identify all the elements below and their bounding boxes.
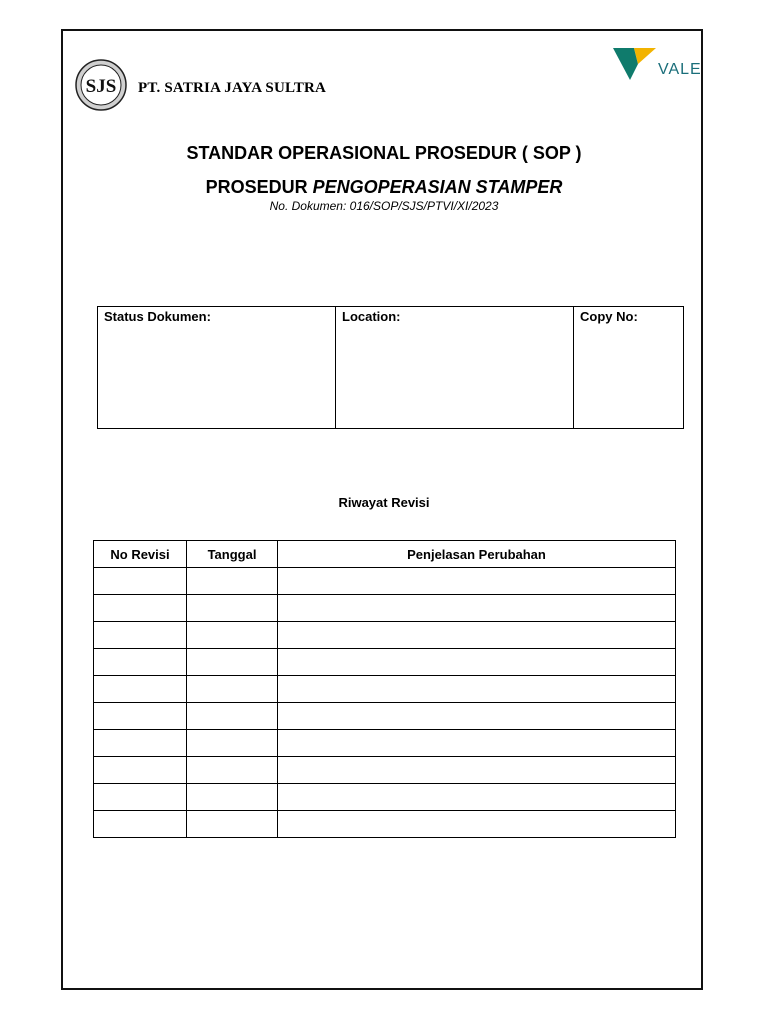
table-cell (187, 730, 278, 757)
status-table (97, 306, 684, 429)
column-header-tanggal: Tanggal (187, 541, 278, 568)
svg-text:SJS: SJS (85, 76, 117, 97)
table-row (94, 730, 676, 757)
table-cell (94, 730, 187, 757)
revision-history-title: Riwayat Revisi (338, 495, 430, 510)
table-row (94, 622, 676, 649)
table-cell (187, 649, 278, 676)
table-cell (94, 622, 187, 649)
table-cell (278, 703, 676, 730)
table-cell (278, 784, 676, 811)
column-header-no-revisi: No Revisi (94, 541, 187, 568)
document-number: No. Dokumen: 016/SOP/SJS/PTVI/XI/2023 (269, 199, 499, 213)
table-cell (94, 784, 187, 811)
table-row (94, 757, 676, 784)
table-row (94, 568, 676, 595)
table-cell (187, 595, 278, 622)
sjs-logo-icon (75, 59, 127, 111)
revision-table-body (94, 568, 676, 838)
table-cell (278, 568, 676, 595)
document-title: STANDAR OPERASIONAL PROSEDUR ( SOP ) (186, 143, 582, 163)
table-cell (278, 676, 676, 703)
subtitle-plain: PROSEDUR (205, 177, 313, 197)
document-subtitle (0, 177, 768, 198)
table-cell (187, 622, 278, 649)
table-cell (187, 784, 278, 811)
column-header-penjelasan: Penjelasan Perubahan (278, 541, 676, 568)
table-cell (187, 757, 278, 784)
table-cell (278, 595, 676, 622)
revision-table (93, 540, 676, 838)
table-cell (187, 568, 278, 595)
table-row (94, 676, 676, 703)
table-cell (278, 649, 676, 676)
table-cell (187, 676, 278, 703)
table-cell (278, 622, 676, 649)
table-cell (94, 676, 187, 703)
table-cell (94, 568, 187, 595)
table-cell (94, 757, 187, 784)
table-cell (278, 811, 676, 838)
table-cell (187, 703, 278, 730)
table-cell (187, 811, 278, 838)
table-row (94, 811, 676, 838)
table-cell (94, 649, 187, 676)
subtitle-italic: PENGOPERASIAN STAMPER (312, 177, 563, 197)
table-cell (278, 757, 676, 784)
table-row (94, 784, 676, 811)
table-cell (94, 595, 187, 622)
table-row (94, 595, 676, 622)
table-cell (278, 730, 676, 757)
table-cell (94, 703, 187, 730)
vale-logo-text: VALE (658, 61, 702, 78)
status-dokumen-cell: Status Dokumen: (98, 307, 336, 429)
company-name: PT. SATRIA JAYA SULTRA (138, 80, 327, 96)
location-cell: Location: (336, 307, 574, 429)
table-cell (94, 811, 187, 838)
table-row (94, 703, 676, 730)
copy-no-cell: Copy No: (574, 307, 684, 429)
table-row (94, 649, 676, 676)
